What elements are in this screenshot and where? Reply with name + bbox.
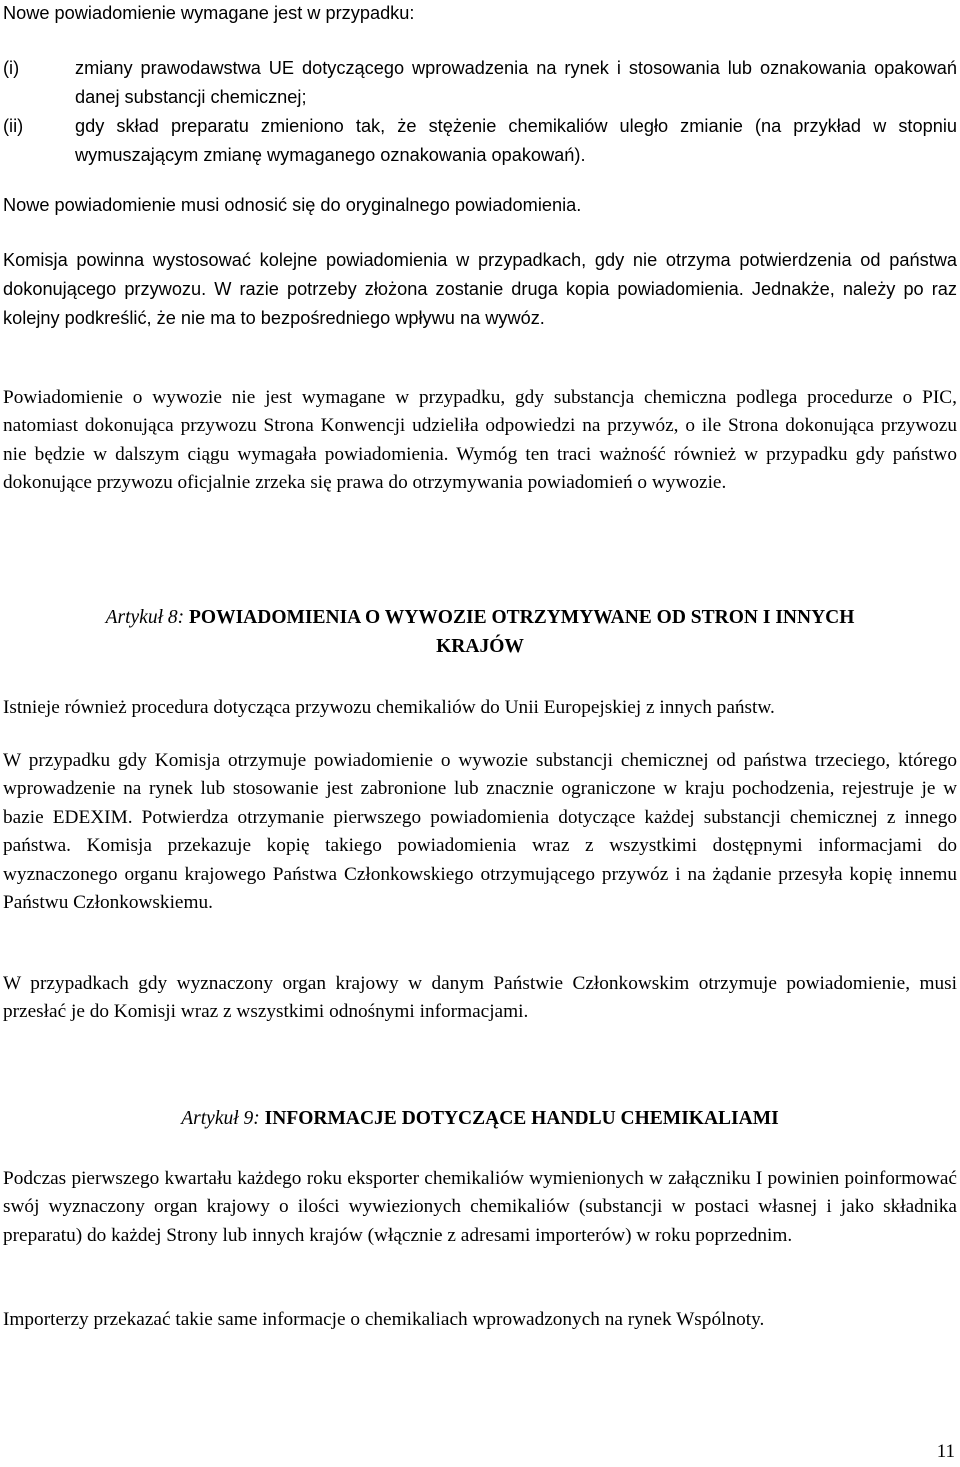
article-8-intro: Istnieje również procedura dotycząca przywozu chemikaliów do Unii Europejskiej z innych państw.: [3, 697, 775, 718]
intro-line: Nowe powiadomienie wymagane jest w przypadku:: [3, 3, 415, 23]
article-8-body-2: W przypadkach gdy wyznaczony organ krajowy w danym Państwie Członkowskim otrzymuje powiadomienie, musi przesłać je do Komisji wraz z wszystkimi odnośnymi informacjami.: [3, 973, 957, 1023]
condition-list: [3, 54, 957, 170]
page-number: 11: [936, 1441, 955, 1462]
article-8-label: Artykuł 8:: [105, 607, 185, 628]
list-item-text: gdy skład preparatu zmieniono tak, że stężenie chemikaliów uległo zmianie (na przykład w stopniu wymuszającym zmianę wymaganego oznakowania opakowań).: [75, 116, 957, 165]
article-8-title-line1: POWIADOMIENIA O WYWOZIE OTRZYMYWANE OD STRON I INNYCH: [188, 607, 855, 628]
article-8-heading: [0, 603, 960, 661]
article-9-body-2: Importerzy przekazać takie same informacje o chemikaliach wprowadzonych na rynek Wspólnoty.: [3, 1309, 765, 1330]
list-marker: (ii): [3, 116, 24, 136]
article-9-body-1: Podczas pierwszego kwartału każdego roku eksporter chemikaliów wymienionych w załączniku I powinien poinformować swój wyznaczony organ krajowy o ilości wywiezionych chemikaliów (substancji w postaci własnej i jako składnika preparatu) do każdej Strony lub innych krajów (włącznie z adresami importerów) w roku poprzednim.: [3, 1168, 957, 1246]
article-8-title-line2: KRAJÓW: [436, 636, 524, 657]
article-8-body-1: W przypadku gdy Komisja otrzymuje powiadomienie o wywozie substancji chemicznej od państwa trzeciego, którego wprowadzenie na rynek lub stosowanie jest zabronione lub znacznie ograniczone w kraju pochodzenia, rejestruje je w bazie EDEXIM. Potwierdza otrzymanie pierwszego powiadomienia dotyczące każdej substancji chemicznej z innego państwa. Komisja przekazuje kopię takiego powiadomienia wraz z wszystkimi dostępnymi informacjami do wyznaczonego organu krajowego Państwa Członkowskiego otrzymującego przywóz i na żądanie przesyła kopię innemu Państwu Członkowskiemu.: [3, 750, 957, 914]
list-item-text: zmiany prawodawstwa UE dotyczącego wprowadzenia na rynek i stosowania lub oznakowania opakowań danej substancji chemicznej;: [75, 58, 957, 107]
article-9-title: INFORMACJE DOTYCZĄCE HANDLU CHEMIKALIAMI: [264, 1108, 779, 1129]
list-marker: (i): [3, 58, 20, 78]
reference-note-paragraph: Nowe powiadomienie musi odnosić się do oryginalnego powiadomienia.: [3, 195, 582, 215]
article-9-label: Artykuł 9:: [181, 1108, 260, 1129]
list-item: [3, 54, 957, 112]
article-9-heading: [0, 1105, 960, 1133]
list-item: [3, 112, 957, 170]
commission-note-paragraph: Komisja powinna wystosować kolejne powiadomienia w przypadkach, gdy nie otrzyma potwierdzenia od państwa dokonującego przywozu. W razie potrzeby złożona zostanie druga kopia powiadomienia. Jednakże, należy po raz kolejny podkreślić, że nie ma to bezpośredniego wpływu na wywóz.: [3, 250, 957, 328]
pic-note-paragraph: Powiadomienie o wywozie nie jest wymagane w przypadku, gdy substancja chemiczna podlega procedurze o PIC, natomiast dokonująca przywozu Strona Konwencji udzieliła odpowiedzi na przywóz, o ile Strona dokonująca przywozu nie będzie w dalszym ciągu wymagała powiadomienia. Wymóg ten traci ważność również w przypadku gdy państwo dokonujące przywozu oficjalnie zrzeka się prawa do otrzymywania powiadomień o wywozie.: [3, 387, 957, 494]
